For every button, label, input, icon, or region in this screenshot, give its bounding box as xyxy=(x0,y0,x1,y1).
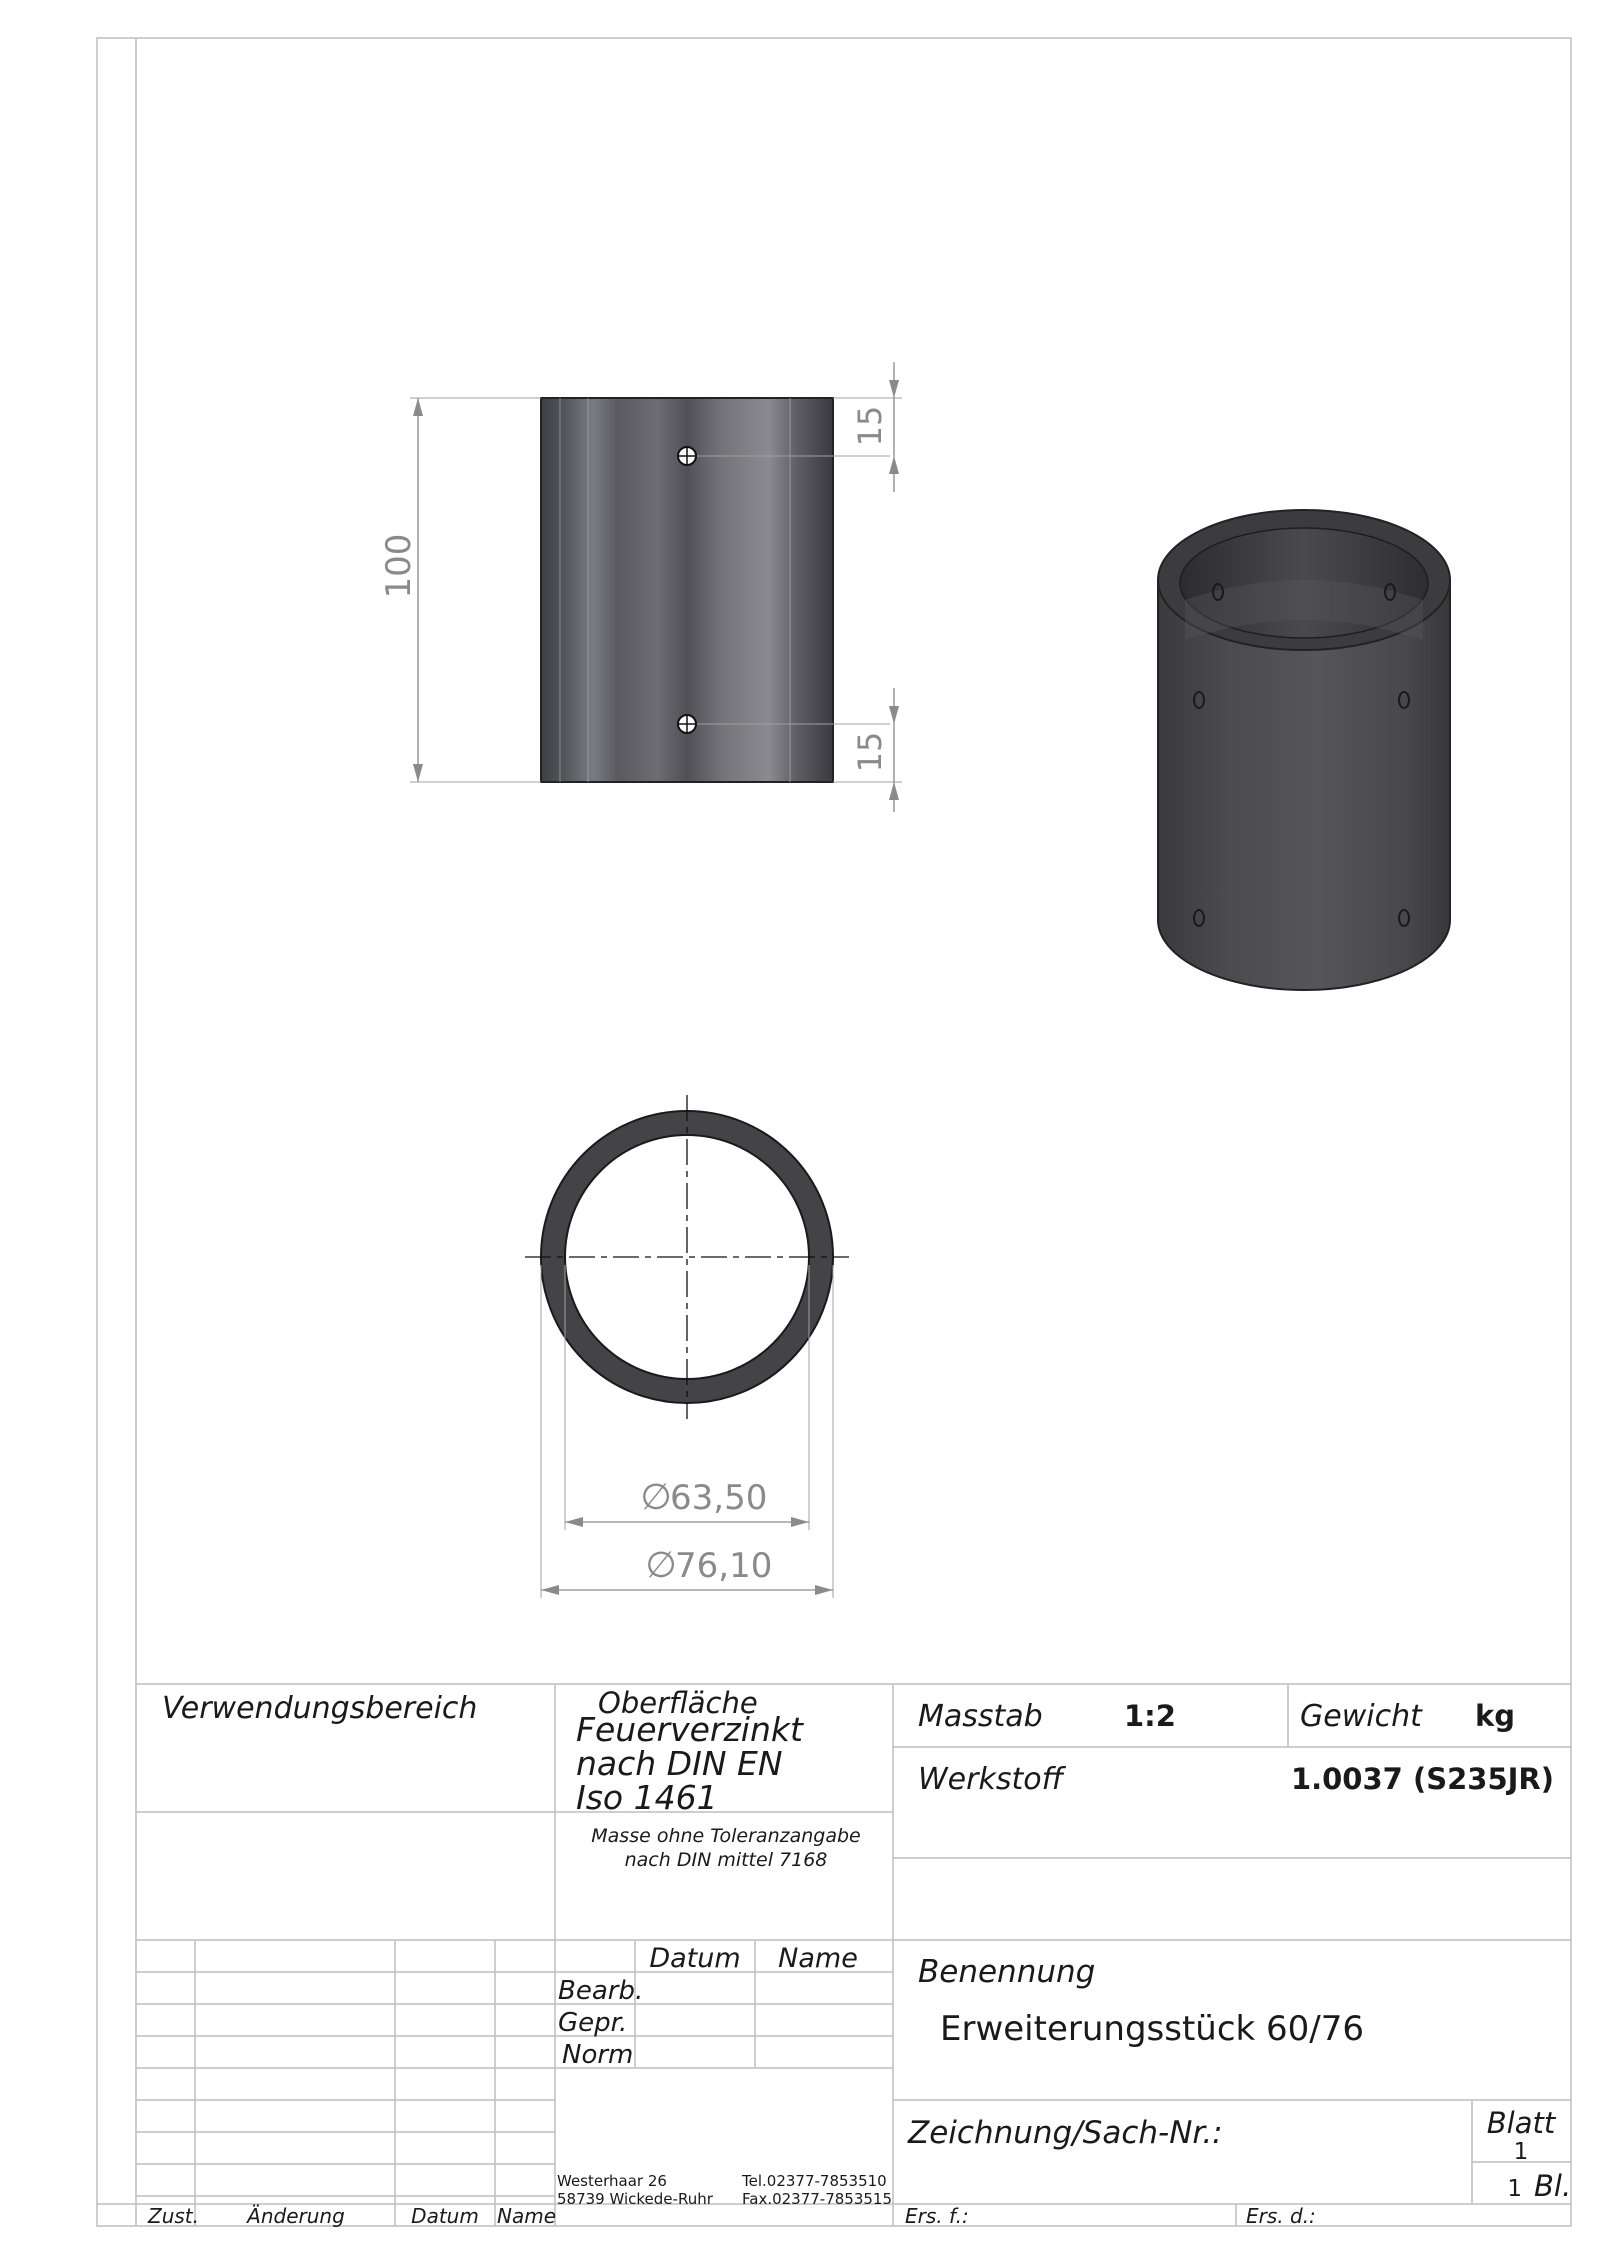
address-line2: 58739 Wickede-Ruhr xyxy=(557,2190,713,2208)
name-header: Name xyxy=(778,1943,858,1974)
gewicht-unit: kg xyxy=(1475,1699,1516,1733)
verwendungsbereich-label: Verwendungsbereich xyxy=(162,1691,478,1726)
masstab-label: Masstab xyxy=(918,1699,1043,1734)
blatt-value: 1 xyxy=(1513,2139,1529,2165)
aenderung-label: Änderung xyxy=(247,2204,345,2228)
fax: Fax.02377-7853515 xyxy=(742,2190,893,2208)
bearb-label: Bearb. xyxy=(558,1976,644,2006)
sheet-outer-border xyxy=(97,38,1571,2226)
benennung-value: Erweiterungsstück 60/76 xyxy=(940,2009,1365,2049)
datum-label: Datum xyxy=(411,2204,479,2228)
zust-label: Zust. xyxy=(148,2204,199,2228)
diameter-symbol-inner: ∅ xyxy=(640,1477,672,1518)
werkstoff-value: 1.0037 (S235JR) xyxy=(1290,1762,1554,1796)
tel: Tel.02377-7853510 xyxy=(742,2172,887,2190)
name-label: Name xyxy=(497,2204,557,2228)
bl-value: 1 xyxy=(1507,2176,1522,2202)
gewicht-label: Gewicht xyxy=(1300,1699,1422,1734)
oberflaeche-value-line3: Iso 1461 xyxy=(576,1778,718,1817)
dimension-inner-diameter-label: 63,50 xyxy=(670,1478,768,1518)
dimension-hole-bottom xyxy=(833,688,902,812)
dimension-height xyxy=(379,398,541,782)
address-line1: Westerhaar 26 xyxy=(557,2172,667,2190)
dimension-hole-top-label: 15 xyxy=(851,405,889,447)
bl-label: Bl. xyxy=(1534,2169,1572,2203)
oberflaeche-label: Oberfläche xyxy=(598,1686,758,1720)
blatt-label: Blatt xyxy=(1486,2106,1556,2140)
dimension-hole-top xyxy=(833,362,902,492)
top-view xyxy=(525,1095,849,1598)
tolerance-line1: Masse ohne Toleranzangabe xyxy=(591,1825,861,1847)
ers-d-label: Ers. d.: xyxy=(1246,2204,1316,2228)
ers-f-label: Ers. f.: xyxy=(905,2204,969,2228)
zeichnung-label: Zeichnung/Sach-Nr.: xyxy=(908,2115,1223,2151)
oberflaeche-value-line1: Feuerverzinkt xyxy=(576,1710,803,1749)
front-view xyxy=(379,362,902,812)
dimension-outer-diameter-label: 76,10 xyxy=(675,1546,773,1586)
diameter-symbol-outer: ∅ xyxy=(645,1545,677,1586)
dimension-hole-bottom-label: 15 xyxy=(851,731,889,773)
dimension-height-label: 100 xyxy=(379,533,419,599)
norm-label: Norm xyxy=(562,2040,634,2070)
gepr-label: Gepr. xyxy=(558,2008,628,2038)
oberflaeche-value-line2: nach DIN EN xyxy=(576,1744,783,1783)
tolerance-line2: nach DIN mittel 7168 xyxy=(624,1849,828,1871)
isometric-view xyxy=(1158,510,1450,990)
benennung-label: Benennung xyxy=(918,1954,1096,1990)
werkstoff-label: Werkstoff xyxy=(918,1762,1064,1797)
masstab-value: 1:2 xyxy=(1124,1699,1176,1733)
datum-header: Datum xyxy=(649,1943,741,1974)
